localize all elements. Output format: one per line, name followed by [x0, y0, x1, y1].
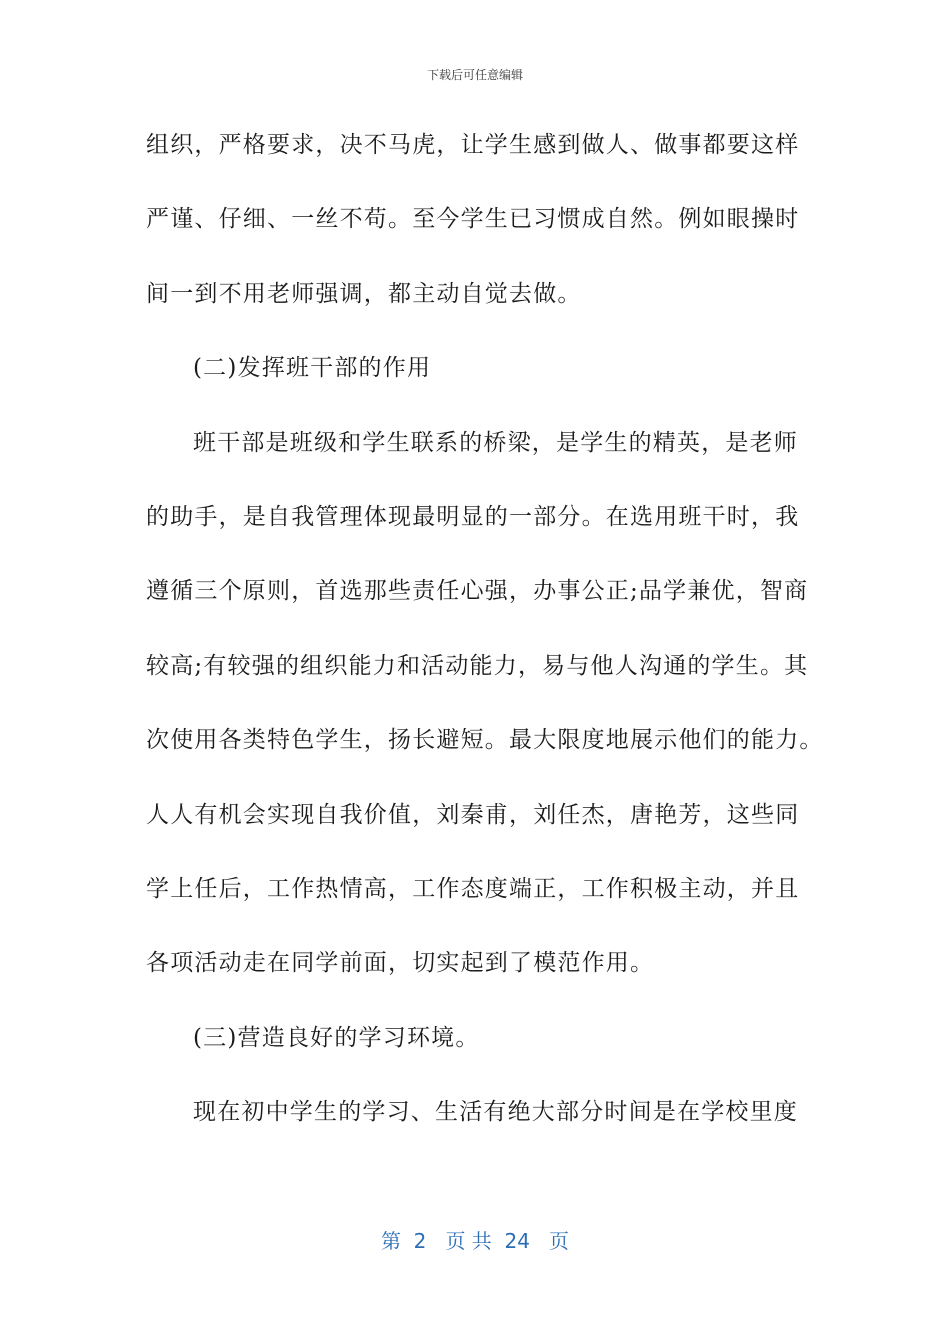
body-line: 各项活动走在同学前面，切实起到了模范作用。 — [146, 950, 655, 977]
body-line: 次使用各类特色学生，扬长避短。最大限度地展示他们的能力。 — [146, 727, 824, 754]
paragraph-start: 现在初中学生的学习、生活有绝大部分时间是在学校里度 — [193, 1099, 798, 1126]
body-line: 组织，严格要求，决不马虎，让学生感到做人、做事都要这样 — [146, 132, 800, 158]
section-heading: (二)发挥班干部的作用 — [193, 355, 432, 382]
paragraph-start: 班干部是班级和学生联系的桥梁，是学生的精英，是老师 — [193, 429, 798, 456]
body-line: 严谨、仔细、一丝不苟。至今学生已习惯成自然。例如眼操时 — [146, 206, 800, 233]
body-line: 学上任后，工作热情高，工作态度端正，工作积极主动，并且 — [146, 875, 800, 902]
body-line: 遵循三个原则，首选那些责任心强，办事公正;品学兼优，智商 — [146, 578, 809, 605]
body-line: 间一到不用老师强调，都主动自觉去做。 — [146, 280, 582, 307]
document-body — [146, 125, 824, 1166]
header-note: 下载后可任意编辑 — [426, 68, 523, 82]
section-heading: (三)营造良好的学习环境。 — [193, 1024, 480, 1051]
body-line: 较高;有较强的组织能力和活动能力，易与他人沟通的学生。其 — [146, 652, 809, 679]
body-line: 人人有机会实现自我价值，刘秦甫，刘任杰，唐艳芳，这些同 — [146, 801, 800, 828]
page-number-footer: 第 2 页 共 24 页 — [380, 1229, 570, 1253]
body-line: 的助手，是自我管理体现最明显的一部分。在选用班干时，我 — [146, 503, 800, 530]
